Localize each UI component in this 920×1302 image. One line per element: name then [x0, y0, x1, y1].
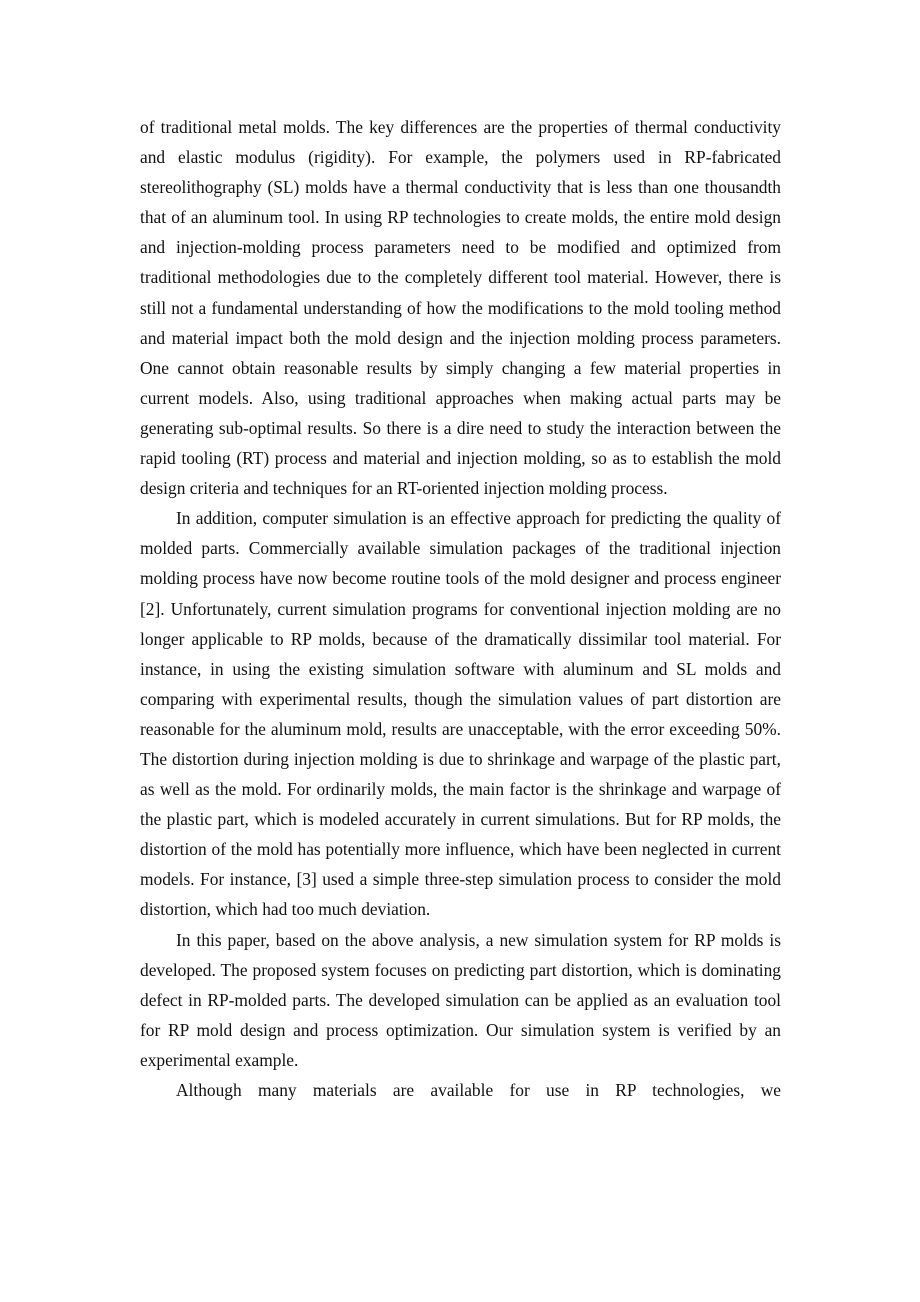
paragraph-proposed-system: In this paper, based on the above analysis, a new simulation system for RP molds is developed. The proposed system focuses on predicting part distortion, which is dominating defect in RP-molded parts. The developed simulation can be applied as an evaluation tool for RP mold design and process optimization. Our simulation system is verified by an experimental example. — [140, 929, 781, 1070]
paragraph-continuation: of traditional metal molds. The key differences are the properties of thermal conductivity and elastic modulus (rigidity). For example, the polymers used in RP-fabricated stereolithography (SL) molds have a thermal conductivity that is less than one thousandth that of an aluminum tool. In using RP technologies to create molds, the entire mold design and injection-molding process parameters need to be modified and optimized from traditional methodologies due to the completely different tool material. However, there is still not a fundamental understanding of how the modifications to the mold tooling method and material impact both the mold design and the injection molding process parameters. One cannot obtain reasonable results by simply changing a few material properties in current models. Also, using traditional approaches when making actual parts may be generating sub-optimal results. So there is a dire need to study the interaction between the rapid tooling (RT) process and material and injection molding, so as to establish the mold design criteria and techniques for an RT-oriented injection molding process. — [140, 117, 781, 499]
paragraph-simulation: In addition, computer simulation is an effective approach for predicting the quality of molded parts. Commercially available simulation packages of the traditional injection molding process have now become routine tools of the mold designer and process engineer [2]. Unfortunately, current simulation programs for conventional injection molding are no longer applicable to RP molds, because of the dramatically dissimilar tool material. For instance, in using the existing simulation software with aluminum and SL molds and comparing with experimental results, though the simulation values of part distortion are reasonable for the aluminum mold, results are unacceptable, with the error exceeding 50%. The distortion during injection molding is due to shrinkage and warpage of the plastic part, as well as the mold. For ordinarily molds, the main factor is the shrinkage and warpage of the plastic part, which is modeled accurately in current simulations. But for RP molds, the distortion of the mold has potentially more influence, which have been neglected in current models. For instance, [3] used a simple three-step simulation process to consider the mold distortion, which had too much deviation. — [140, 508, 781, 920]
paragraph-materials: Although many materials are available for use in RP technologies, we — [176, 1080, 781, 1100]
document-body — [140, 112, 781, 1105]
